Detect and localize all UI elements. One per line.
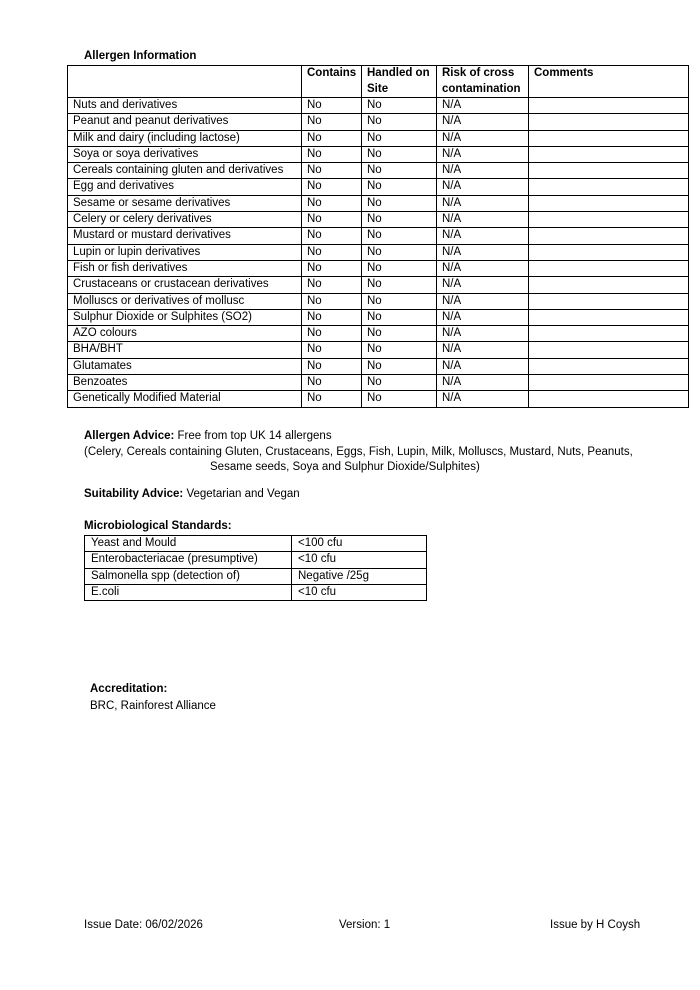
risk-cell: N/A: [437, 179, 529, 195]
risk-cell: N/A: [437, 130, 529, 146]
handled-on-site-cell: No: [362, 277, 437, 293]
allergen-row: [68, 130, 689, 146]
comments-cell: [529, 342, 689, 358]
allergen-name-cell: Cereals containing gluten and derivatives: [68, 163, 302, 179]
contains-cell: No: [302, 375, 362, 391]
comments-cell: [529, 358, 689, 374]
allergen-name-cell: Crustaceans or crustacean derivatives: [68, 277, 302, 293]
footer-issue-date: Issue Date: 06/02/2026: [84, 919, 203, 931]
allergen-advice-value: Free from top UK 14 allergens: [174, 430, 332, 442]
contains-cell: No: [302, 195, 362, 211]
suitability-advice: [84, 488, 300, 500]
micro-limit-cell: Negative /25g: [292, 568, 427, 584]
allergen-name-cell: Milk and dairy (including lactose): [68, 130, 302, 146]
micro-row: [85, 552, 427, 568]
handled-on-site-cell: No: [362, 146, 437, 162]
allergen-name-cell: Soya or soya derivatives: [68, 146, 302, 162]
allergen-row: [68, 212, 689, 228]
allergen-table: [67, 65, 689, 408]
handled-on-site-cell: No: [362, 98, 437, 114]
comments-cell: [529, 293, 689, 309]
suitability-value: Vegetarian and Vegan: [183, 488, 300, 500]
allergen-row: [68, 146, 689, 162]
accreditation-value: BRC, Rainforest Alliance: [90, 700, 216, 712]
handled-on-site-cell: No: [362, 358, 437, 374]
allergen-name-cell: Nuts and derivatives: [68, 98, 302, 114]
micro-test-cell: Salmonella spp (detection of): [85, 568, 292, 584]
handled-on-site-cell: No: [362, 163, 437, 179]
comments-cell: [529, 309, 689, 325]
risk-cell: N/A: [437, 391, 529, 407]
comments-cell: [529, 146, 689, 162]
contains-cell: No: [302, 260, 362, 276]
allergen-name-cell: Celery or celery derivatives: [68, 212, 302, 228]
contains-cell: No: [302, 244, 362, 260]
contains-cell: No: [302, 293, 362, 309]
allergen-row: [68, 326, 689, 342]
micro-table-body: [85, 536, 427, 601]
handled-on-site-cell: No: [362, 326, 437, 342]
allergen-row: [68, 114, 689, 130]
risk-cell: N/A: [437, 98, 529, 114]
allergen-row: [68, 195, 689, 211]
allergen-advice-label: Allergen Advice:: [84, 430, 175, 442]
risk-cell: N/A: [437, 195, 529, 211]
allergen-name-cell: AZO colours: [68, 326, 302, 342]
risk-cell: N/A: [437, 228, 529, 244]
comments-cell: [529, 375, 689, 391]
allergen-row: [68, 277, 689, 293]
contains-cell: No: [302, 114, 362, 130]
comments-cell: [529, 195, 689, 211]
comments-cell: [529, 98, 689, 114]
accreditation-title: Accreditation:: [90, 683, 168, 695]
comments-cell: [529, 260, 689, 276]
contains-cell: No: [302, 212, 362, 228]
micro-limit-cell: <10 cfu: [292, 552, 427, 568]
contains-cell: No: [302, 179, 362, 195]
risk-cell: N/A: [437, 114, 529, 130]
contains-cell: No: [302, 358, 362, 374]
risk-cell: N/A: [437, 375, 529, 391]
allergen-table-body: [68, 98, 689, 408]
handled-on-site-cell: No: [362, 342, 437, 358]
allergen-header-row: [68, 66, 689, 98]
handled-on-site-cell: No: [362, 391, 437, 407]
allergen-name-cell: BHA/BHT: [68, 342, 302, 358]
comments-cell: [529, 179, 689, 195]
allergen-name-cell: Genetically Modified Material: [68, 391, 302, 407]
allergen-row: [68, 98, 689, 114]
allergen-header-cell: [68, 66, 302, 98]
risk-cell: N/A: [437, 277, 529, 293]
suitability-label: Suitability Advice:: [84, 488, 184, 500]
handled-on-site-cell: No: [362, 179, 437, 195]
handled-on-site-cell: No: [362, 309, 437, 325]
comments-cell: [529, 391, 689, 407]
micro-limit-cell: <10 cfu: [292, 584, 427, 600]
allergen-row: [68, 179, 689, 195]
allergen-row: [68, 260, 689, 276]
risk-cell: N/A: [437, 260, 529, 276]
handled-on-site-cell: No: [362, 293, 437, 309]
allergen-name-cell: Benzoates: [68, 375, 302, 391]
allergen-row: [68, 375, 689, 391]
contains-cell: No: [302, 146, 362, 162]
handled-on-site-cell: No: [362, 228, 437, 244]
allergen-header-contains: Contains: [302, 66, 362, 98]
comments-cell: [529, 326, 689, 342]
allergen-name-cell: Molluscs or derivatives of mollusc: [68, 293, 302, 309]
micro-limit-cell: <100 cfu: [292, 536, 427, 552]
micro-test-cell: Enterobacteriacae (presumptive): [85, 552, 292, 568]
allergen-name-cell: Sesame or sesame derivatives: [68, 195, 302, 211]
risk-cell: N/A: [437, 146, 529, 162]
comments-cell: [529, 277, 689, 293]
allergen-name-cell: Mustard or mustard derivatives: [68, 228, 302, 244]
allergen-row: [68, 244, 689, 260]
micro-section-title: Microbiological Standards:: [84, 520, 232, 532]
allergen-header-comments: Comments: [529, 66, 689, 98]
footer-issued-by: Issue by H Coysh: [550, 919, 641, 931]
contains-cell: No: [302, 163, 362, 179]
contains-cell: No: [302, 342, 362, 358]
handled-on-site-cell: No: [362, 114, 437, 130]
allergen-name-cell: Lupin or lupin derivatives: [68, 244, 302, 260]
allergen-name-cell: Fish or fish derivatives: [68, 260, 302, 276]
risk-cell: N/A: [437, 293, 529, 309]
risk-cell: N/A: [437, 326, 529, 342]
contains-cell: No: [302, 228, 362, 244]
comments-cell: [529, 228, 689, 244]
allergen-row: [68, 391, 689, 407]
comments-cell: [529, 212, 689, 228]
allergen-name-cell: Peanut and peanut derivatives: [68, 114, 302, 130]
risk-cell: N/A: [437, 163, 529, 179]
allergen-advice-details-line1: (Celery, Cereals containing Gluten, Crustaceans, Eggs, Fish, Lupin, Milk, Molluscs, Mustard, Nuts, Peanuts,: [84, 445, 633, 458]
footer-version: Version: 1: [339, 919, 391, 931]
allergen-header-handled: Handled on Site: [362, 66, 437, 98]
contains-cell: No: [302, 277, 362, 293]
handled-on-site-cell: No: [362, 212, 437, 228]
allergen-name-cell: Egg and derivatives: [68, 179, 302, 195]
comments-cell: [529, 114, 689, 130]
risk-cell: N/A: [437, 212, 529, 228]
handled-on-site-cell: No: [362, 375, 437, 391]
micro-row: [85, 536, 427, 552]
contains-cell: No: [302, 326, 362, 342]
risk-cell: N/A: [437, 309, 529, 325]
comments-cell: [529, 244, 689, 260]
micro-test-cell: E.coli: [85, 584, 292, 600]
micro-table: [84, 535, 427, 601]
micro-row: [85, 584, 427, 600]
contains-cell: No: [302, 391, 362, 407]
comments-cell: [529, 163, 689, 179]
allergen-section-title: Allergen Information: [84, 50, 197, 62]
allergen-name-cell: Sulphur Dioxide or Sulphites (SO2): [68, 309, 302, 325]
micro-test-cell: Yeast and Mould: [85, 536, 292, 552]
handled-on-site-cell: No: [362, 260, 437, 276]
allergen-row: [68, 228, 689, 244]
allergen-advice: [84, 429, 664, 476]
contains-cell: No: [302, 309, 362, 325]
allergen-row: [68, 309, 689, 325]
allergen-row: [68, 358, 689, 374]
handled-on-site-cell: No: [362, 195, 437, 211]
contains-cell: No: [302, 130, 362, 146]
contains-cell: No: [302, 98, 362, 114]
allergen-advice-details-line2: Sesame seeds, Soya and Sulphur Dioxide/Sulphites): [210, 461, 480, 473]
allergen-name-cell: Glutamates: [68, 358, 302, 374]
micro-row: [85, 568, 427, 584]
risk-cell: N/A: [437, 342, 529, 358]
risk-cell: N/A: [437, 244, 529, 260]
allergen-row: [68, 163, 689, 179]
comments-cell: [529, 130, 689, 146]
allergen-header-risk: Risk of cross contamination: [437, 66, 529, 98]
handled-on-site-cell: No: [362, 130, 437, 146]
handled-on-site-cell: No: [362, 244, 437, 260]
allergen-row: [68, 342, 689, 358]
allergen-row: [68, 293, 689, 309]
risk-cell: N/A: [437, 358, 529, 374]
